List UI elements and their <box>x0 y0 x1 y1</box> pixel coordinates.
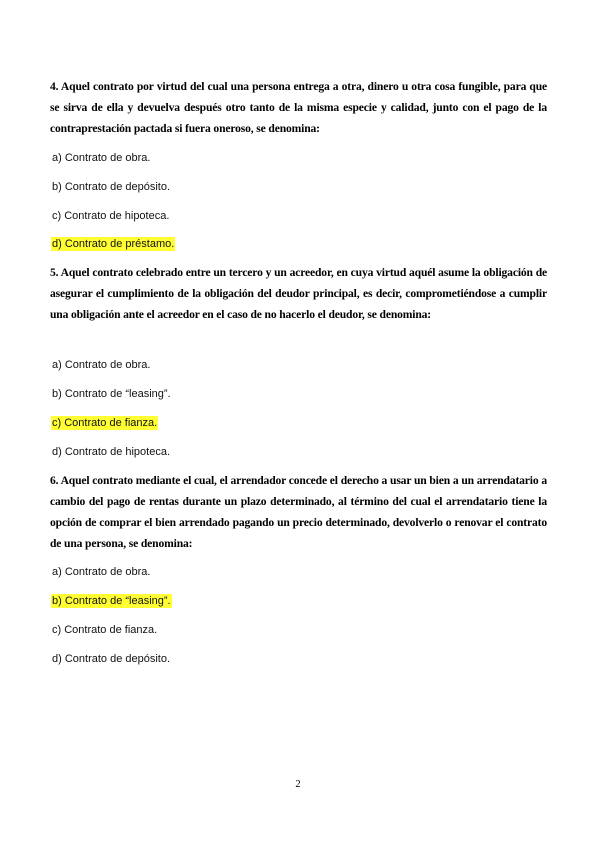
q5-option-a: a) Contrato de obra. <box>52 359 151 371</box>
question-6: 6. Aquel contrato mediante el cual, el arrendador concede el derecho a usar un bien a un arrendatario a cambio del pago de rentas durante un plazo determinado, al término del cual el arrendatario tiene la opción de comprar el bien arrendado pagando un precio determinado, devolverlo o renovar el contrato de una persona, se denomina: <box>50 474 547 550</box>
page-number: 2 <box>295 779 301 790</box>
q6-option-d: d) Contrato de depósito. <box>52 653 171 665</box>
q6-option-c: c) Contrato de fianza. <box>52 624 158 636</box>
question-5: 5. Aquel contrato celebrado entre un tercero y un acreedor, en cuya virtud aquél asume la obligación de asegurar el cumplimiento de la obligación del deudor principal, es decir, comprometiéndose a cumplir una obligación ante el acreedor en el caso de no hacerlo el deudor, se denomina: <box>50 266 547 321</box>
q5-option-b: b) Contrato de “leasing”. <box>52 388 171 400</box>
q5-option-d: d) Contrato de hipoteca. <box>52 446 171 458</box>
q4-option-a: a) Contrato de obra. <box>52 152 151 164</box>
q6-option-b-highlighted: b) Contrato de “leasing”. <box>52 595 171 607</box>
q6-option-a: a) Contrato de obra. <box>52 566 151 578</box>
q4-option-c: c) Contrato de hipoteca. <box>52 210 170 222</box>
q4-option-b: b) Contrato de depósito. <box>52 181 171 193</box>
q4-option-d-highlighted: d) Contrato de préstamo. <box>52 238 175 250</box>
question-4: 4. Aquel contrato por virtud del cual una persona entrega a otra, dinero u otra cosa fungible, para que se sirva de ella y devuelva después otro tanto de la misma especie y calidad, junto con el pago de la contraprestación pactada si fuera oneroso, se denomina: <box>50 80 547 135</box>
q5-option-c-highlighted: c) Contrato de fianza. <box>52 417 158 429</box>
